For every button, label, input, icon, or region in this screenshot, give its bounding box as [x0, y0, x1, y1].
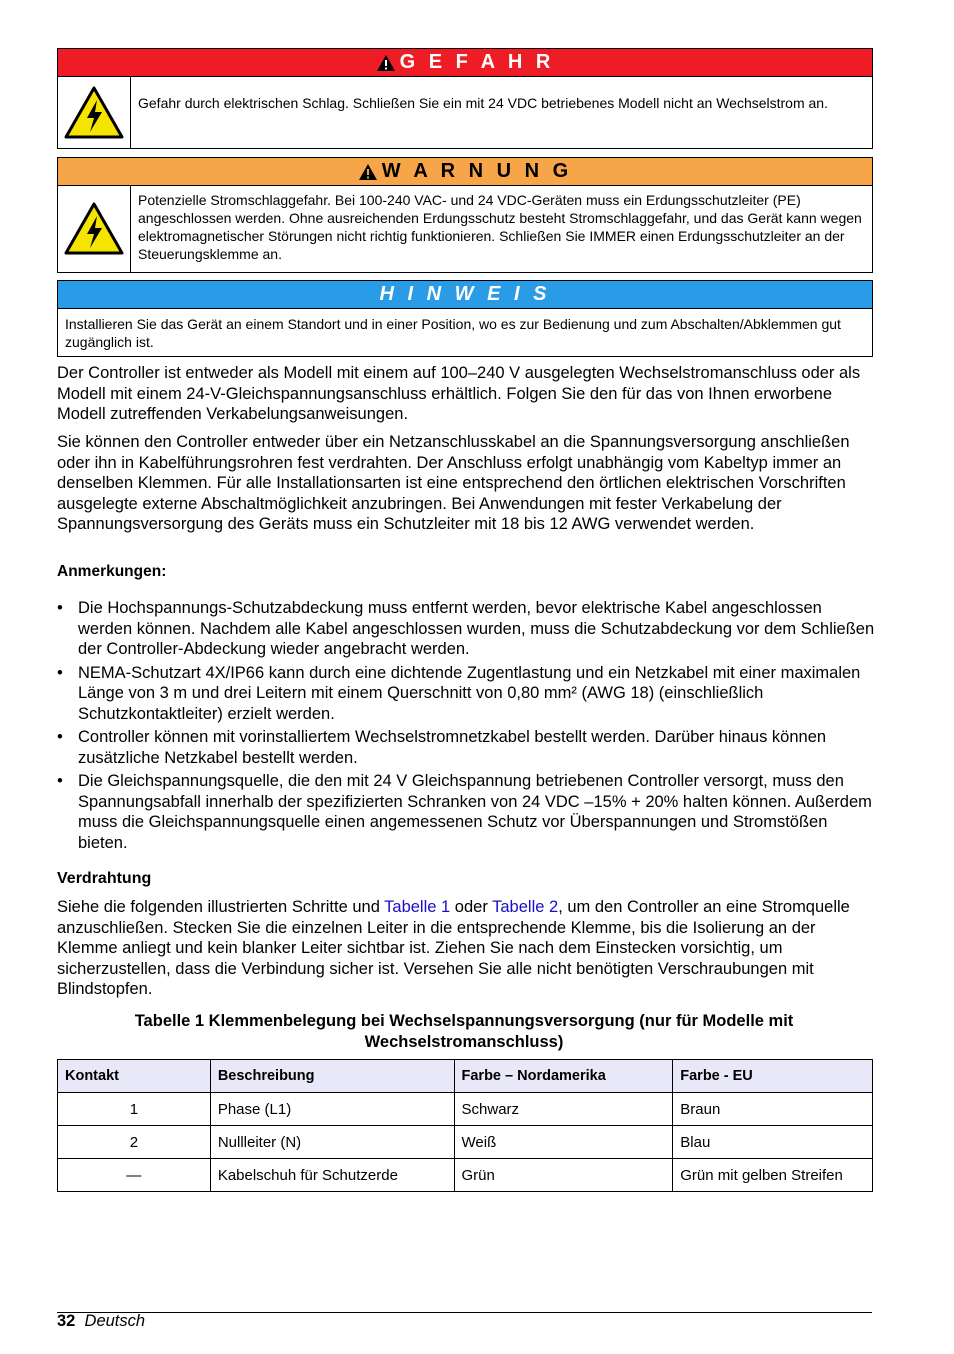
list-item: [57, 771, 875, 853]
header-color-na: Farbe – Nordamerika: [454, 1060, 673, 1093]
cell-contact: —: [58, 1159, 211, 1192]
danger-header: [58, 49, 872, 77]
cell-description: Kabelschuh für Schutzerde: [210, 1159, 454, 1192]
paragraph-connection: Sie können den Controller entweder über ein Netzanschlusskabel an die Spannungsversorgung anschließen oder ihn in Kabelführungsrohren fest verdrahten. Der Anschluss erfolgt unabhängig vom Kabeltyp immer an denselben Klemmen. Für alle Installationsarten ist eine entsprechend den örtlichen elektrischen Vorschriften ausgelegte externe Abschaltmöglichkeit anzubringen. Bei Anwendungen mit fester Verkabelung der Spannungsversorgung des Geräts muss ein Schutzleiter mit 18 bis 12 AWG verwendet werden.: [57, 433, 850, 533]
header-description: Beschreibung: [210, 1060, 454, 1093]
notice-text: Installieren Sie das Gerät an einem Standort und in einer Position, wo es zur Bedienung und zum Abschalten/Abklemmen gut zugänglich ist.: [65, 316, 841, 350]
page-footer: [57, 1312, 145, 1331]
cell-description: Phase (L1): [210, 1093, 454, 1126]
notice-title: H I N W E I S: [379, 283, 551, 305]
table-header-row: [58, 1060, 873, 1093]
cell-color-na: Weiß: [454, 1126, 673, 1159]
cell-contact: 2: [58, 1126, 211, 1159]
cell-color-na: Grün: [454, 1159, 673, 1192]
cell-description: Nullleiter (N): [210, 1126, 454, 1159]
bullet: •: [57, 728, 63, 746]
table-2-link[interactable]: Tabelle 2: [492, 898, 559, 916]
warning-header: [58, 158, 872, 186]
cell-color-eu: Blau: [673, 1126, 873, 1159]
list-item: [57, 598, 875, 660]
paragraph-models: Der Controller ist entweder als Modell mit einem auf 100–240 V ausgelegten Wechselstromanschluss oder als Modell mit einem 24-V-Gleichspannungsanschluss erhältlich. Folgen Sie den für das von Ihnen erworbene Modell zutreffenden Verkabelungsanweisungen.: [57, 364, 861, 423]
table-caption-line1: Tabelle 1 Klemmenbelegung bei Wechselspannungsversorgung (nur für Modelle mit: [134, 1012, 794, 1030]
cell-contact: 1: [58, 1093, 211, 1126]
danger-box: [57, 48, 873, 149]
bullet: •: [57, 772, 63, 790]
footer-divider: [57, 1312, 872, 1313]
warning-title: W A R N U N G: [381, 160, 573, 182]
warning-text: Potenzielle Stromschlaggefahr. Bei 100-240 VAC- und 24 VDC-Geräten muss ein Erdungsschutzleiter (PE) angeschlossen werden. Ohne ausreichenden Erdungsschutz besteht Stromschlaggefahr, und das Gerät kann wegen elektromagnetischer Störungen nicht richtig funktionieren. Schließen Sie IMMER einen Erdungsschutzleiter an der Steuerungsklemme an.: [138, 192, 862, 262]
notes-list: [57, 598, 875, 856]
table-1-link[interactable]: Tabelle 1: [384, 898, 451, 916]
electric-shock-icon: [63, 85, 125, 141]
wiring-paragraph: [57, 897, 875, 1000]
bullet: •: [57, 599, 63, 617]
table-row: [58, 1126, 873, 1159]
danger-title: G E F A H R: [399, 51, 555, 73]
terminal-table: [57, 1059, 873, 1192]
page-number: 32: [57, 1312, 76, 1330]
note-text: Die Gleichspannungsquelle, die den mit 24 V Gleichspannung betriebenen Controller versorgt, muss den Spannungsabfall innerhalb der spezifizierten Schranken von 24 VDC –15% + 20% halten können. Außerdem muss die Gleichspannungsquelle einen angemessenen Schutz vor Überspannungen und Stromstößen bieten.: [78, 772, 872, 852]
header-color-eu: Farbe - EU: [673, 1060, 873, 1093]
table-row: [58, 1159, 873, 1192]
notes-heading: Anmerkungen:: [57, 563, 167, 580]
cell-color-eu: Braun: [673, 1093, 873, 1126]
header-contact: Kontakt: [58, 1060, 211, 1093]
list-item: [57, 727, 875, 768]
electric-shock-icon-cell: [58, 186, 131, 272]
note-text: NEMA-Schutzart 4X/IP66 kann durch eine dichtende Zugentlastung und ein Netzkabel mit einer maximalen Länge von 3 m und drei Leitern mit einem Querschnitt von 0,80 mm² (AWG 18) (einschließlich Schutzkontaktleiter) erzielt werden.: [78, 663, 861, 723]
electric-shock-icon-cell: [58, 77, 131, 148]
bullet: •: [57, 663, 63, 682]
table-caption-line2: Wechselstromanschluss): [364, 1032, 564, 1051]
note-text: Die Hochspannungs-Schutzabdeckung muss entfernt werden, bevor elektrische Kabel angeschlossen werden können. Nachdem alle Kabel angeschlossen wurden, muss die Schutzabdeckung vor dem Schließen der Controller-Abdeckung wieder angebracht werden.: [78, 599, 875, 658]
footer-language: Deutsch: [84, 1312, 146, 1330]
electric-shock-icon: [63, 201, 125, 257]
warning-triangle-icon: [376, 54, 396, 72]
note-text: Controller können mit vorinstalliertem Wechselstromnetzkabel bestellt werden. Darüber hinaus können zusätzliche Netzkabel bestellt werden.: [78, 728, 827, 767]
table-row: [58, 1093, 873, 1126]
cell-color-na: Schwarz: [454, 1093, 673, 1126]
warning-box: [57, 157, 873, 273]
notice-box: [57, 280, 873, 357]
wiring-heading: Verdrahtung: [57, 870, 152, 887]
notice-header: [58, 281, 872, 309]
table-caption: [57, 1011, 871, 1052]
list-item: [57, 663, 875, 725]
cell-color-eu: Grün mit gelben Streifen: [673, 1159, 873, 1192]
wiring-text-b: oder: [450, 898, 493, 916]
warning-triangle-icon: [358, 163, 378, 181]
wiring-text-a: Siehe die folgenden illustrierten Schritte und: [57, 898, 385, 916]
danger-text: Gefahr durch elektrischen Schlag. Schließen Sie ein mit 24 VDC betriebenes Modell nicht an Wechselstrom an.: [138, 95, 828, 111]
wiring-text-c: , um den Controller an eine Stromquelle anzuschließen. Stecken Sie die einzelnen Leiter in die entsprechende Klemme, bis die Isolierung an der Klemme anliegt und kein blanker Leiter sichtbar ist. Ziehen Sie nach dem Einstecken vorsichtig, um sicherzustellen, dass die Verbindung sicher ist. Versehen Sie alle nicht benötigten Verschraubungen mit Blindstopfen.: [57, 898, 850, 998]
